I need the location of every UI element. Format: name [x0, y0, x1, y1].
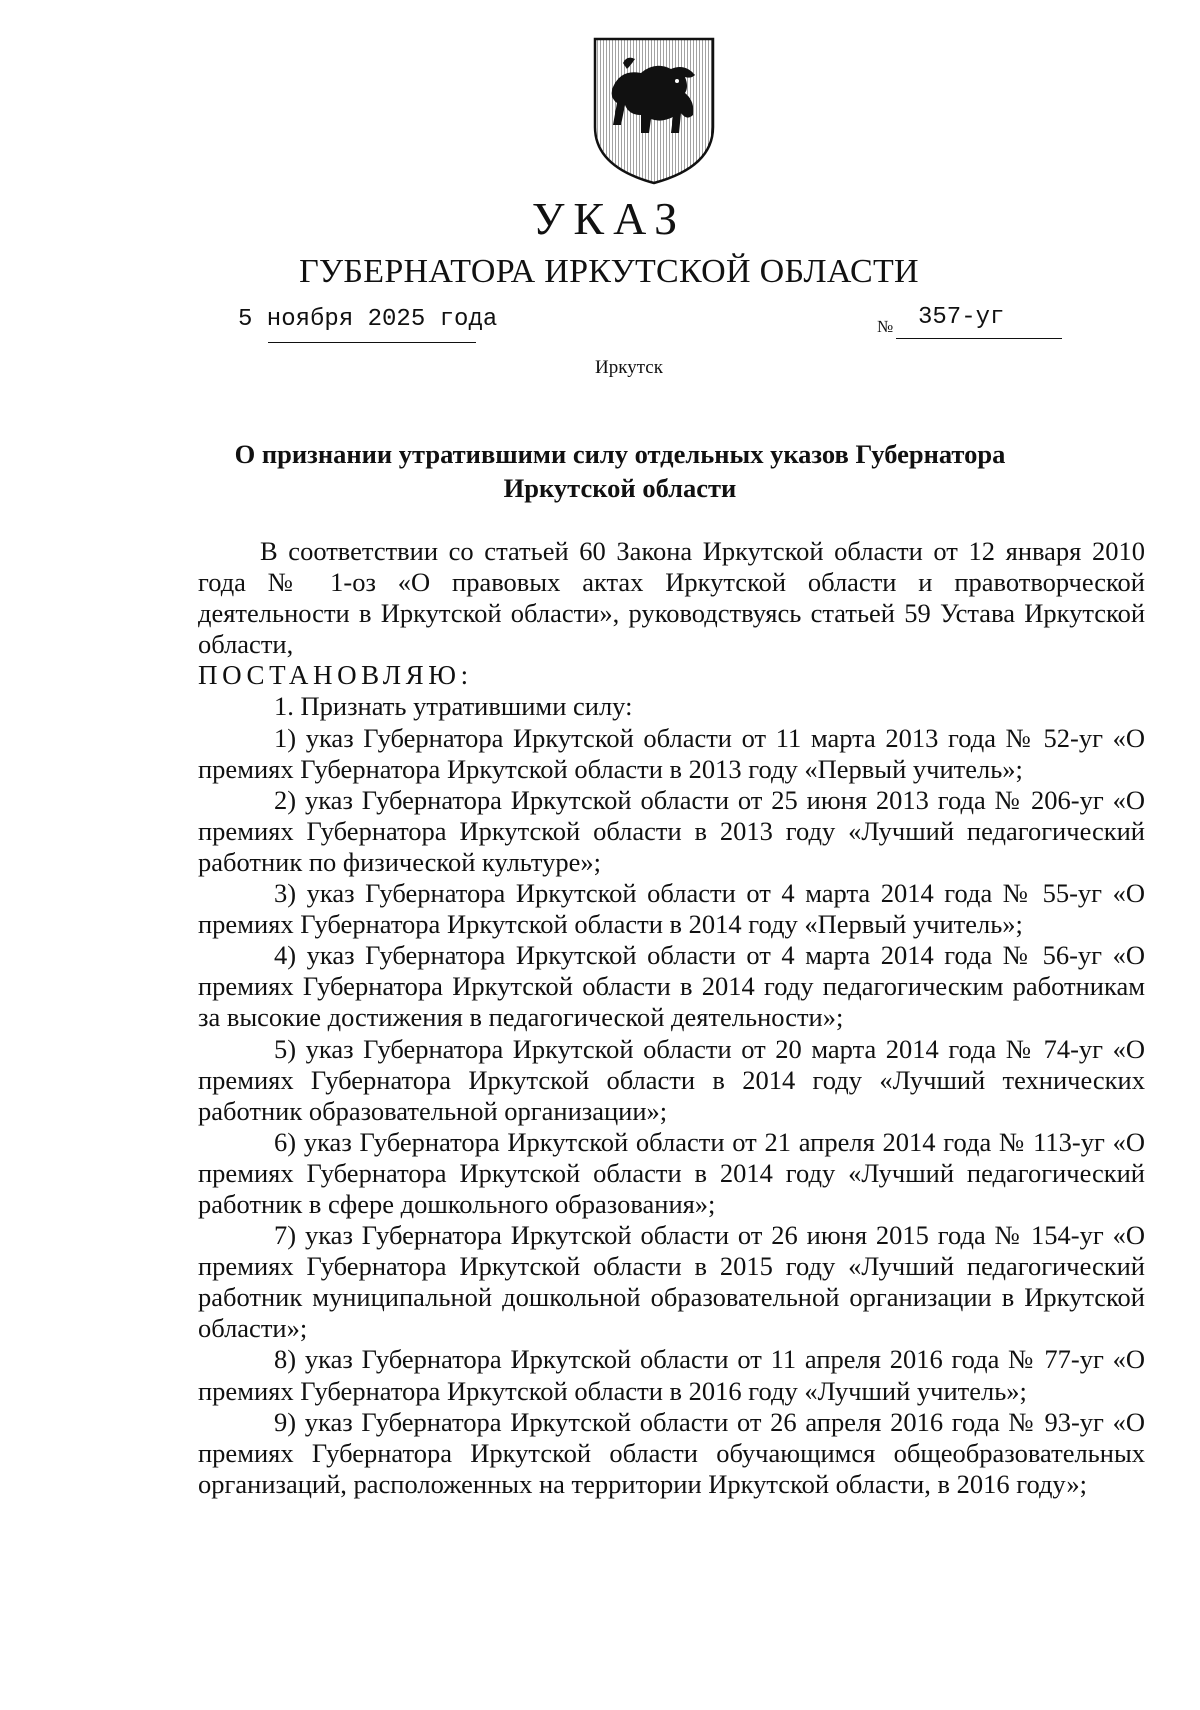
list-item: 7) указ Губернатора Иркутской области от 26 июня 2015 года № 154-уг «О премиях Губернатора Иркутской области в 2015 году «Лучший педагогический работник муниципальной дошкольной образовательной организации в Иркутской области»; — [198, 1220, 1145, 1344]
document-heading: О признании утратившими силу отдельных указов Губернатора Иркутской области — [234, 439, 1006, 503]
irkutsk-coat-of-arms-icon — [591, 35, 717, 185]
list-item: 3) указ Губернатора Иркутской области от 4 марта 2014 года № 55-уг «О премиях Губернатора Иркутской области в 2014 году «Первый учитель»; — [198, 878, 1145, 940]
list-item: 4) указ Губернатора Иркутской области от 4 марта 2014 года № 56-уг «О премиях Губернатора Иркутской области в 2014 году педагогическим работникам за высокие достижения в педагогической деятельности»; — [198, 940, 1145, 1033]
list-item: 9) указ Губернатора Иркутской области от 26 апреля 2016 года № 93-уг «О премиях Губернатора Иркутской области обучающимся общеобразовательных организаций, расположенных на территории Иркутской области, в 2016 году»; — [198, 1406, 1145, 1499]
clause-paragraph: 1. Признать утратившими силу: — [274, 691, 633, 722]
list-item: 1) указ Губернатора Иркутской области от 11 марта 2013 года № 52-уг «О премиях Губернатора Иркутской области в 2013 году «Первый учитель»; — [198, 722, 1145, 784]
document-number: 357-уг — [918, 304, 1005, 331]
document-city: Иркутск — [595, 357, 663, 378]
number-sign: № — [877, 317, 894, 336]
document-body — [198, 536, 1145, 1500]
document-date: 5 ноября 2025 года — [238, 306, 498, 333]
document-title: УКАЗ — [531, 193, 687, 244]
list-item: 6) указ Губернатора Иркутской области от 21 апреля 2014 года № 113-уг «О премиях Губернатора Иркутской области в 2014 году «Лучший педагогический работник в сфере дошкольного образования»; — [198, 1126, 1145, 1219]
date-underline — [268, 342, 476, 343]
preamble-paragraph: В соответствии со статьей 60 Закона Иркутской области от 12 января 2010 года № 1-оз «О правовых актах Иркутской области и правотворческой деятельности в Иркутской области», руководствуясь статьей 59 Устава Иркутской области, — [198, 536, 1145, 660]
list-item: 2) указ Губернатора Иркутской области от 25 июня 2013 года № 206-уг «О премиях Губернатора Иркутской области в 2013 году «Лучший педагогический работник по физической культуре»; — [198, 784, 1145, 877]
decree-word: ПОСТАНОВЛЯЮ: — [198, 660, 473, 691]
document-subtitle: ГУБЕРНАТОРА ИРКУТСКОЙ ОБЛАСТИ — [299, 253, 919, 290]
list-item: 8) указ Губернатора Иркутской области от 11 апреля 2016 года № 77-уг «О премиях Губернатора Иркутской области в 2016 году «Лучший учитель»; — [198, 1344, 1145, 1406]
number-underline — [896, 338, 1062, 339]
list-item: 5) указ Губернатора Иркутской области от 20 марта 2014 года № 74-уг «О премиях Губернатора Иркутской области в 2014 году «Лучший технических работник образовательной организации»; — [198, 1033, 1145, 1126]
